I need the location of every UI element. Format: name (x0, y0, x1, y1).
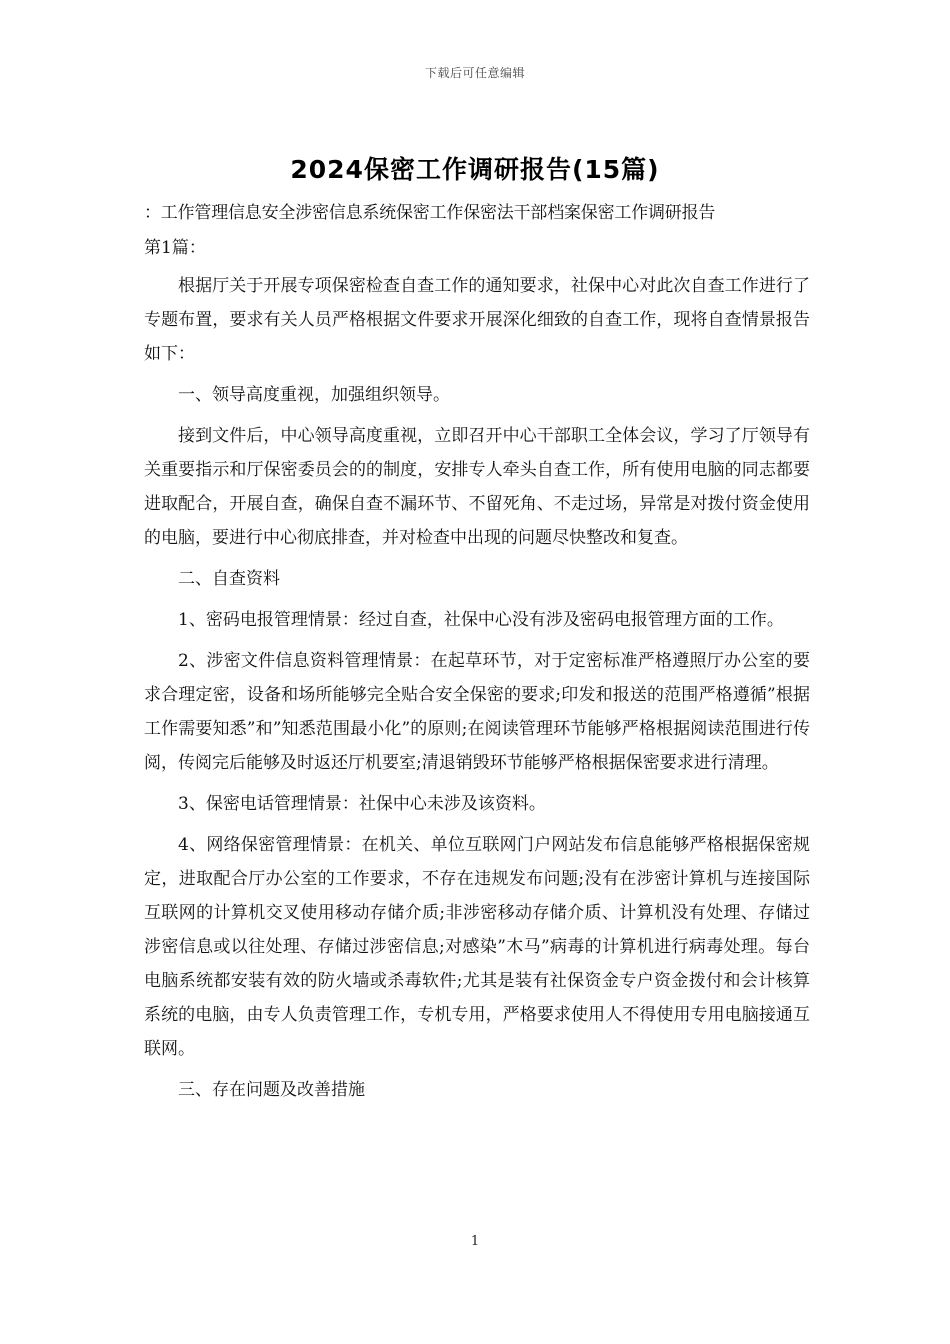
document-title: 2024保密工作调研报告(15篇) (290, 155, 660, 184)
item-2-paragraph: 2、涉密文件信息资料管理情景：在起草环节，对于定密标准严格遵照厅办公室的要求合理定密，设备和场所能够完全贴合安全保密的要求;印发和报送的范围严格遵循”根据工作需要知悉”和”知悉范围最小化”的原则;在阅读管理环节能够严格根据阅读范围进行传阅，传阅完后能够及时返还厅机要室;清退销毁环节能够严格根据保密要求进行清理。 (144, 651, 810, 773)
chapter-label: 第1篇： (144, 238, 206, 258)
item-3-paragraph: 3、保密电话管理情景：社保中心未涉及该资料。 (178, 794, 546, 814)
item-4-paragraph: 4、网络保密管理情景：在机关、单位互联网门户网站发布信息能够严格根据保密规定，进取配合厅办公室的工作要求，不存在违规发布问题;没有在涉密计算机与连接国际互联网的计算机交叉使用移动存储介质;非涉密移动存储介质、计算机没有处理、存储过涉密信息或以往处理、存储过涉密信息;对感染”木马”病毒的计算机进行病毒处理。每台电脑系统都安装有效的防火墙或杀毒软件;尤其是装有社保资金专户资金拨付和会计核算系统的电脑，由专人负责管理工作，专机专用，严格要求使用人不得使用专用电脑接通互联网。 (144, 835, 810, 1059)
item-1-paragraph: 1、密码电报管理情景：经过自查，社保中心没有涉及密码电报管理方面的工作。 (178, 610, 784, 630)
section-1-paragraph: 接到文件后，中心领导高度重视，立即召开中心干部职工全体会议，学习了厅领导有关重要指示和厅保密委员会的的制度，安排专人牵头自查工作，所有使用电脑的同志都要进取配合，开展自查，确保自查不漏环节、不留死角、不走过场，异常是对拨付资金使用的电脑，要进行中心彻底排查，并对检查中出现的问题尽快整改和复查。 (144, 426, 810, 548)
document-body (144, 199, 810, 1114)
section-heading-2: 二、自查资料 (178, 569, 280, 589)
header-note: 下载后可任意编辑 (424, 66, 525, 80)
keywords-line: ：工作管理信息安全涉密信息系统保密工作保密法干部档案保密工作调研报告 (144, 203, 716, 223)
section-heading-1: 一、领导高度重视，加强组织领导。 (178, 385, 450, 405)
page-number: 1 (470, 1234, 480, 1249)
intro-paragraph: 根据厅关于开展专项保密检查自查工作的通知要求，社保中心对此次自查工作进行了专题布置，要求有关人员严格根据文件要求开展深化细致的自查工作，现将自查情景报告如下： (144, 276, 810, 364)
section-heading-3: 三、存在问题及改善措施 (178, 1080, 365, 1100)
